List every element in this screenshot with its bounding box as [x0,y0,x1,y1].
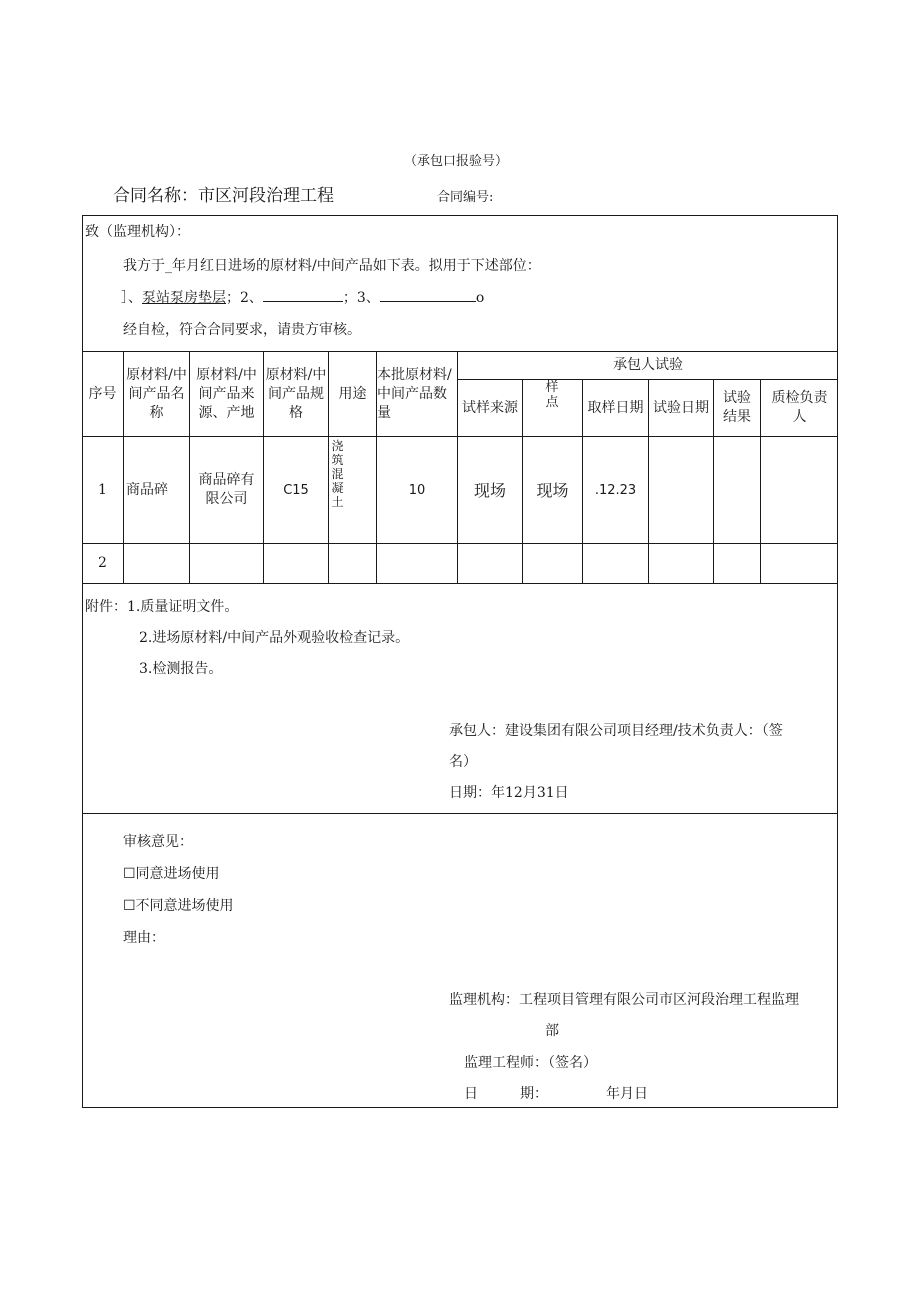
row1-sample-point: 现场 [536,480,569,500]
header-seq: 序号 [88,385,117,402]
reason-label: 理由： [123,930,165,946]
row1-sample-source: 现场 [473,480,506,500]
location-3-prefix: ；3、 [342,290,380,306]
review-title: 审核意见： [123,834,193,850]
header-contractor-test: 承包人试验 [613,357,683,373]
divider [82,813,838,814]
contract-name: 合同名称：市区河段治理工程 [113,186,334,206]
location-line [121,287,484,307]
option-agree[interactable]: ☐同意进场使用 [123,866,220,882]
supervision-engineer: 监理工程师：（签名） [464,1055,597,1071]
attachment-1: 附件：1.质量证明文件。 [85,599,239,615]
row1-name: 商品碎 [126,481,168,498]
header-sample-point: 样点 [545,380,559,410]
supervision-org-line-2: 部 [545,1023,559,1039]
contractor-signature-line: 承包人：建设集团有限公司项目经理/技术负责人：（签 [449,723,783,739]
contractor-signature-line-2: 名） [449,754,477,770]
location-1: 泵站泵房垫层 [142,290,226,306]
header-result: 试验结果 [723,390,751,425]
supervision-org: 监理机构：工程项目管理有限公司市区河段治理工程监理 [449,992,799,1008]
supervision-date-label: 日 期： [464,1086,548,1102]
location-prefix: ］、 [121,290,142,306]
report-number-label: （承包口报验号） [404,154,509,169]
row1-use: 浇筑混凝土 [331,439,344,509]
row1-source: 商品碎有限公司 [198,472,255,507]
addressee: 致（监理机构）： [85,224,190,240]
divider [82,543,838,544]
header-name: 原材料/中间产品名称 [126,366,187,421]
header-sample-source: 试样来源 [462,399,518,416]
row1-spec: C15 [283,482,309,498]
supervision-date-value: 年月日 [606,1086,648,1102]
intro-line: 我方于_年月红日进场的原材料/中间产品如下表。拟用于下述部位： [123,258,541,274]
row1-test-date [649,437,713,543]
row1-seq: 1 [98,481,107,498]
location-2-blank [263,287,343,302]
row1-sample-date: .12.23 [594,482,637,498]
location-end: o [475,290,485,306]
header-test-date: 试验日期 [653,399,709,416]
row2-seq: 2 [98,555,107,571]
location-3-blank [380,287,476,302]
location-2-prefix: ；2、 [226,290,263,306]
header-sample-date: 取样日期 [587,399,644,416]
divider [82,583,838,584]
attachment-2: 2.进场原材料/中间产品外观验收检查记录。 [139,630,410,646]
contract-number: 合同编号: [437,190,494,205]
header-quantity: 本批原材料/中间产品数量 [377,366,452,421]
row1-quantity: 10 [408,482,426,498]
row1-inspector [761,437,838,543]
self-check-line: 经自检，符合合同要求，请贵方审核。 [123,322,361,338]
header-use: 用途 [338,385,367,402]
header-inspector: 质检负责人 [771,390,828,425]
row1-result [714,437,760,543]
header-spec: 原材料/中间产品规格 [265,366,327,421]
option-disagree[interactable]: ☐不同意进场使用 [123,898,234,914]
contractor-date: 日期：年12月31日 [449,785,569,801]
attachment-3: 3.检测报告。 [139,661,223,677]
header-source: 原材料/中间产品来源、产地 [196,366,257,421]
